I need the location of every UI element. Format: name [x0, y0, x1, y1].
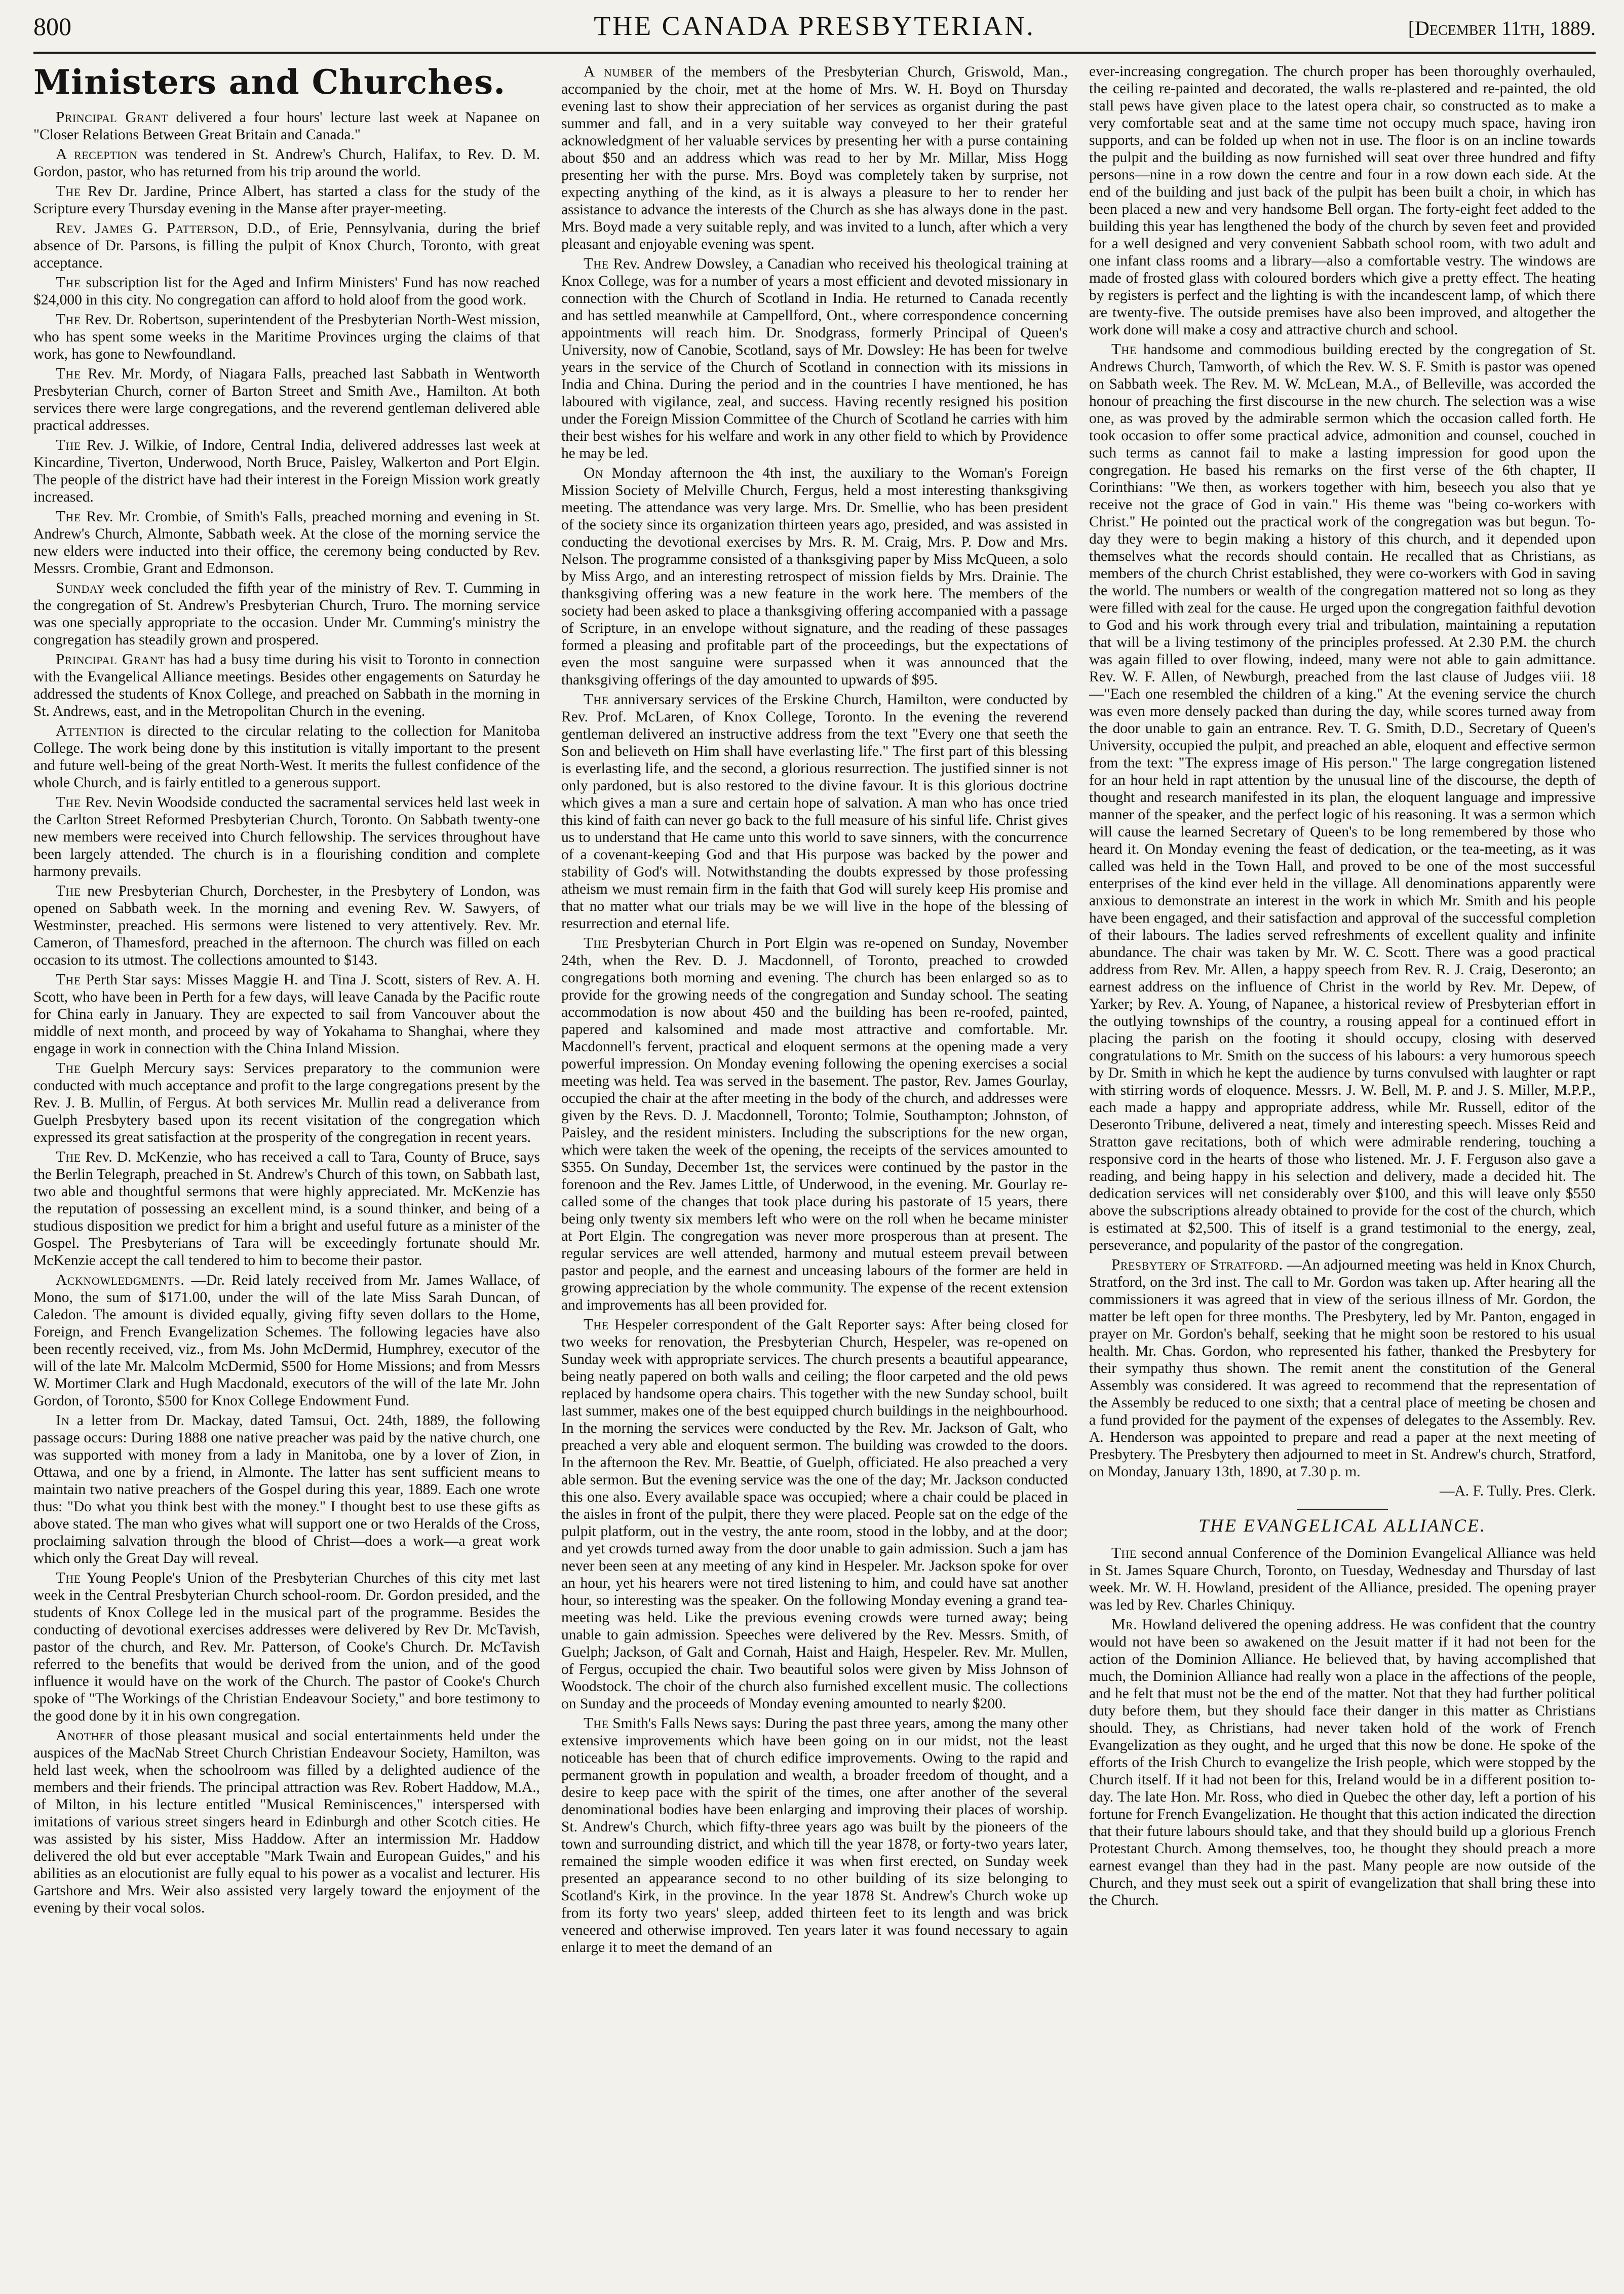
item-lead: Acknowledgments.	[56, 1271, 185, 1288]
item-lead: The	[56, 793, 81, 811]
news-item	[1089, 1616, 1596, 1909]
news-item	[561, 1714, 1068, 1956]
item-text: Guelph Mercury says: Services preparatory to the communion were conducted with much acceptance and profit to the large congregations present by the Rev. J. B. Mullin, of Fergus. At both services Mr. Mullin read a deliverance from Guelph Presbytery based upon its recent visitation of the congregation which expressed its great satisfaction at the prosperity of the congregation in recent years.	[33, 1060, 540, 1145]
item-lead: The	[56, 970, 81, 988]
news-item	[33, 274, 540, 309]
news-item	[33, 145, 540, 180]
item-text: —An adjourned meeting was held in Knox Church, Stratford, on the 3rd inst. The call to Mr. Gordon was taken up. After hearing all the commissioners it was agreed that in view of the serious illness of Mr. Gordon, the matter be left open for three months. The Presbytery, led by Mr. Panton, engaged in prayer on Mr. Gordon's behalf, seeking that he might soon be restored to his usual health. Mr. Chas. Gordon, who represented his father, thanked the Presbytery for their sympathy thus shown. The remit anent the constitution of the General Assembly was considered. It was agreed to recommend that the representation of the Assembly be reduced to one sixth; that a central place of meeting be chosen and a fund provided for the payment of the expenses of delegates to the Assembly. Rev. A. Henderson was appointed to prepare and read a paper at the next meeting of Presbytery. The Presbytery then adjourned to meet in St. Andrew's church, Stratford, on Monday, January 13th, 1890, at 7.30 p. m.	[1089, 1257, 1596, 1480]
item-text: Rev. J. Wilkie, of Indore, Central India, delivered addresses last week at Kincardine, Tiverton, Underwood, North Bruce, Paisley, Walkerton and Port Elgin. The people of the district have had their interest in the Foreign Mission work greatly increased.	[33, 437, 540, 505]
item-text: —Dr. Reid lately received from Mr. James Wallace, of Mono, the sum of $171.00, under the will of the late Miss Sarah Duncan, of Caledon. The amount is divided equally, giving fifty seven dollars to the Home, Foreign, and French Evangelization Schemes. The following legacies have also been recently received, viz., from Ms. John McDermid, Humphrey, executor of the will of the late Mr. Malcolm McDermid, $500 for Home Missions; and from Messrs W. Mortimer Clark and Hugh Macdonald, executors of the will of the late Mr. John Gordon, of Toronto, $500 for Knox College Endowment Fund.	[33, 1272, 540, 1409]
item-lead: Attention	[56, 721, 125, 739]
item-lead: The	[584, 254, 609, 272]
item-text: of the members of the Presbyterian Church, Griswold, Man., accompanied by the choir, met at the home of Mrs. W. H. Boyd on Thursday evening last to show their appreciation of her services as organist during the past summer and fall, and in a very suitable way conveyed to her their grateful acknowledgment of her valuable services by presenting her with a purse containing about $50 and an address which was read to her by Mr. Millar, Miss Hogg presenting her with the purse. Mrs. Boyd was completely taken by surprise, not expecting anything of the kind, as it is always a pleasure to her to render her assistance to advance the interests of the Church as she has always done in the past. Mrs. Boyd made a very suitable reply, and was invited to a lunch, after which a very pleasant and enjoyable evening was spent.	[561, 64, 1068, 252]
news-item	[561, 63, 1068, 253]
news-item	[33, 365, 540, 434]
item-lead: The	[56, 436, 81, 453]
item-lead: The	[56, 507, 81, 525]
item-lead: On	[584, 464, 604, 481]
item-lead: Sunday	[56, 579, 105, 596]
section-rule	[1297, 1509, 1388, 1510]
text-columns	[33, 63, 1596, 2282]
item-lead: The	[56, 182, 81, 200]
news-item	[33, 108, 540, 143]
item-lead: The	[56, 1148, 81, 1165]
news-item	[33, 1271, 540, 1409]
news-item	[33, 508, 540, 577]
news-item	[561, 1316, 1068, 1712]
item-text: Presbyterian Church in Port Elgin was re-opened on Sunday, November 24th, when the Rev. D. J. Macdonnell, of Toronto, preached to crowded congregations both morning and evening. The church has been enlarged so as to provide for the growing needs of the congregation and Sunday school. The seating accommodation is now about 450 and the building has been re-roofed, painted, papered and kalsomined and made most attractive and comfortable. Mr. Macdonnell's fervent, practical and eloquent sermons at the opening made a very powerful impression. On Monday evening following the opening exercises a social meeting was held. Tea was served in the basement. The pastor, Rev. James Gourlay, occupied the chair at the after meeting in the body of the church, and addresses were given by the Revs. D. J. Macdonnell, Toronto; Tolmie, Southampton; Johnston, of Paisley, and the resident ministers. Including the subscriptions for the new organ, which were taken the week of the opening, the receipts of the services amounted to $355. On Sunday, December 1st, the services were continued by the pastor in the forenoon and the Rev. James Little, of Underwood, in the evening. Mr. Gourlay re-called some of the changes that took place during his pastorate of 15 years, there being only twenty six members left who were on the roll when he became minister at Port Elgin. The congregation was never more prosperous than at present. The regular services are well attended, harmony and mutual esteem prevail between pastor and people, and the earnest and unceasing labours of the former are held in growing appreciation by the whole community. The expense of the recent extension and improvements has all been provided for.	[561, 935, 1068, 1313]
item-text: delivered a four hours' lecture last week at Napanee on "Closer Relations Between Great Britain and Canada."	[33, 109, 540, 143]
item-lead: Principal Grant	[56, 108, 169, 126]
item-text: subscription list for the Aged and Infirm Ministers' Fund has now reached $24,000 in this city. No congregation can afford to hold aloof from the good work.	[33, 275, 540, 308]
item-text: is directed to the circular relating to the collection for Manitoba College. The work being done by this institution is vitally important to the present and future well-being of the great North-West. It merits the fullest confidence of the whole Church, and is fairly entitled to a generous support.	[33, 723, 540, 791]
news-item	[33, 1411, 540, 1567]
news-item	[1089, 1482, 1596, 1500]
item-text: Perth Star says: Misses Maggie H. and Tina J. Scott, sisters of Rev. A. H. Scott, who have been in Perth for a few days, will leave Canada by the Pacific route for China early in January. They are expected to sail from Vancouver about the middle of next month, and proceed by way of Yokahama to Shanghai, where they engage in work in connection with the China Inland Mission.	[33, 972, 540, 1057]
item-text: Rev. Dr. Robertson, superintendent of the Presbyterian North-West mission, who has spent some weeks in the Maritime Provinces urging the claims of that work, has gone to Newfoundland.	[33, 312, 540, 362]
news-item	[33, 311, 540, 363]
news-item	[33, 219, 540, 272]
item-lead: A reception	[56, 145, 138, 163]
item-lead: Another	[56, 1726, 114, 1744]
news-item	[561, 255, 1068, 462]
news-item	[1089, 1256, 1596, 1480]
masthead	[33, 10, 1596, 54]
item-text: D.D., of Erie, Pennsylvania, during the brief absence of Dr. Parsons, is filling the pulpit of Knox Church, Toronto, with great acceptance.	[33, 220, 540, 271]
news-item	[33, 1148, 540, 1269]
item-text: new Presbyterian Church, Dorchester, in the Presbytery of London, was opened on Sabbath week. In the morning and evening Rev. W. Sawyers, of Westminster, preached. His sermons were listened to very attentively. Rev. Mr. Cameron, of Thamesford, preached in the afternoon. The church was filled on each occasion to its utmost. The collections amounted to $143.	[33, 883, 540, 968]
item-text: a letter from Dr. Mackay, dated Tamsui, Oct. 24th, 1889, the following passage occurs: During 1888 one native preacher was paid by the native church, one was supported with money from a lady in Manitoba, one by a lover of Zion, in Ottawa, and one by a friend, in Almonte. The latter has sent sufficient means to maintain two native preachers of the Gospel during this year, 1889. Each one wrote thus: "Do what you think best with the money." I thought best to use these gifts as above stated. The man who gives what will support one or two Heralds of the Cross, proclaiming salvation through the blood of Christ—does a work—a great work which only the Great Day will reveal.	[33, 1412, 540, 1566]
news-item	[1089, 1544, 1596, 1614]
news-item	[33, 1727, 540, 1917]
issue-date: [December 11th, 1889.	[1408, 17, 1596, 40]
page-number: 800	[33, 12, 71, 41]
item-lead: Principal Grant	[56, 650, 165, 668]
news-item	[33, 882, 540, 969]
item-lead: The	[56, 882, 81, 899]
item-text: week concluded the fifth year of the ministry of Rev. T. Cumming in the congregation of St. Andrew's Presbyterian Church, Truro. The morning service was one specially appropriate to the occasion. Under Mr. Cumming's ministry the congregation has steadily grown and prospered.	[33, 580, 540, 648]
item-lead: The	[584, 1714, 609, 1732]
item-text: of those pleasant musical and social entertainments held under the auspices of the MacNab Street Church Christian Endeavour Society, Hamilton, was held last week, when the schoolroom was filled by a delighted audience of the members and their friends. The principal attraction was Rev. Robert Haddow, M.A., of Milton, in his lecture entitled "Musical Reminiscences," interspersed with imitations of various street singers heard in Edinburgh and other Scotch cities. He was assisted by his sister, Miss Haddow. After an intermission Mr. Haddow delivered the old but ever acceptable "Mark Twain and European Guides," and his abilities as an elocutionist are fully equal to his power as a vocalist and lecturer. His Gartshore and Mrs. Weir also assisted very largely toward the enjoyment of the evening by their vocal solos.	[33, 1728, 540, 1916]
column-2	[561, 63, 1068, 2282]
item-text: Hespeler correspondent of the Galt Reporter says: After being closed for two weeks for renovation, the Presbyterian Church, Hespeler, was re-opened on Sunday week with appropriate services. The church presents a beautiful appearance, being neatly papered on both walls and ceiling; the floor carpeted and the old pews replaced by handsome opera chairs. This together with the new Sunday school, built last summer, makes one of the best equipped church buildings in the neighbourhood. In the morning the services were conducted by the Rev. Mr. Jackson of Galt, who preached a very able and eloquent sermon. The building was crowded to the doors. In the afternoon the Rev. Mr. Beattie, of Guelph, officiated. He also preached a very able sermon. But the evening service was the one of the day; Mr. Jackson conducted this one also. Every available space was occupied; where a chair could be placed in the aisles in front of the pulpit, there they were placed. People sat on the edge of the pulpit platform, out in the vestry, the ante room, stood in the lobby, and at the door; and yet crowds turned away from the door unable to gain admission. Such a jam has never been seen at any meeting of any kind in Hespeler. Mr. Jackson spoke for over an hour, yet his hearers were not tired listening to him, and could have sat another hour, so interesting was the speaker. On the following Monday evening a grand tea-meeting was held. Like the previous evening crowds were turned away; being unable to gain admission. Speeches were delivered by the Rev. Messrs. Smith, of Guelph; Jackson, of Galt and Cornah, Haist and Haigh, Hespeler. Rev. Mr. Mullen, of Fergus, occupied the chair. Two beautiful solos were given by Miss Johnson of Woodstock. The choir of the church also furnished excellent music. The collections on Sunday and the proceeds of Monday evening amounted to nearly $200.	[561, 1317, 1068, 1712]
item-lead: The	[56, 364, 81, 382]
item-lead: A number	[584, 63, 653, 80]
news-item	[33, 971, 540, 1057]
news-item	[33, 722, 540, 791]
item-lead: Presbytery of Stratford.	[1111, 1255, 1283, 1273]
item-lead: Mr.	[1111, 1615, 1138, 1633]
item-text: Young People's Union of the Presbyterian Churches of this city met last week in the Central Presbyterian Church school-room. Dr. Gordon presided, and the students of Knox College led in the musical part of the programme. Besides the conducting of devotional exercises addresses were delivered by Rev Dr. McTavish, pastor of the church, and Rev. Mr. Patterson, of Cooke's Church. Dr. McTavish referred to the benefits that would be derived from the union, and of the good influence it would have on the work of the Church. The pastor of Cooke's Church spoke of "The Workings of the Christian Endeavour Society," and bore testimony to the good done by it in his own congregation.	[33, 1570, 540, 1724]
item-text: second annual Conference of the Dominion Evangelical Alliance was held in St. James Square Church, Toronto, on Tuesday, Wednesday and Thursday of last week. Mr. W. H. Howland, president of the Alliance, presided. The opening prayer was led by Rev. Charles Chiniquy.	[1089, 1545, 1596, 1613]
column-1	[33, 63, 540, 2282]
item-lead: The	[584, 934, 609, 951]
item-text: Monday afternoon the 4th inst, the auxiliary to the Woman's Foreign Mission Society of Melville Church, Fergus, held a most interesting thanksgiving meeting. The attendance was very large. Mrs. Dr. Smellie, who has been president of the society since its organization thirteen years ago, presided, and was assisted in conducting the devotional exercises by Mrs. R. M. Craig, Mrs. P. Dow and Mrs. Nelson. The programme consisted of a thanksgiving paper by Miss McQueen, a solo by Miss Argo, and an interesting retrospect of mission fields by Mrs. Drainie. The thanksgiving offering was a new feature in the work here. The members of the society had been asked to place a thanksgiving offering accompanied with a passage of Scripture, in an envelope without signature, and the reading of these passages formed a pleasing and profitable part of the proceedings, but the expectations of even the most sanguine were surpassed when it was announced that the thanksgiving offerings of the day amounted to upwards of $95.	[561, 465, 1068, 688]
item-text: ever-increasing congregation. The church proper has been thoroughly overhauled, the ceiling re-painted and decorated, the walls re-plastered and re-painted, the old stall pews have given place to the latest opera chair, so constructed as to make a very comfortable seat and at the same time not occupy much space, having iron supports, and can be folded up when not in use. The floor is on an incline towards the pulpit and the building as now furnished will seat over three hundred and fifty persons—nine in a row down the centre and four in a row down each side. At the end of the building and just back of the pulpit has been built a choir, in which has been placed a new and very handsome Bell organ. The forty-eight feet added to the building this year has lengthened the body of the church by seven feet and provided for a well designed and very convenient Sabbath school room, with two adult and one infant class rooms and a library—also a comfortable vestry. The windows are made of frosted glass with coloured borders which give a pretty effect. The heating by registers is perfect and the lighting is with the incandescent lamp, of which there are twenty-five. The outside premises have also been improved, and altogether the work done will make a cosy and attractive church and school.	[1089, 63, 1596, 338]
item-text: Rev. Mr. Mordy, of Niagara Falls, preached last Sabbath in Wentworth Presbyterian Church, corner of Barton Street and Smith Ave., Hamilton. At both services there were large congregations, and the reverend gentleman delivered able practical addresses.	[33, 366, 540, 434]
section-heading: Ministers and Churches.	[33, 63, 506, 102]
item-text: Rev. Andrew Dowsley, a Canadian who received his theological training at Knox College, was for a number of years a most efficient and devoted missionary in connection with the Church of Scotland in India. He returned to Canada recently and has settled meanwhile at Campellford, Ont., where correspondence concerning appointments will reach him. Dr. Snodgrass, formerly Principal of Queen's University, now of Canobie, Scotland, says of Mr. Dowsley: He has been for twelve years in the service of the Church of Scotland in connection with its missions in India and China. During the period and in the countries I have mentioned, he has laboured with vigilance, zeal, and success. Having recently resigned his position under the Foreign Mission Committee of the Church of Scotland he carries with him their best wishes for his welfare and work in any other field to which by Providence he may be led.	[561, 256, 1068, 462]
news-item	[33, 579, 540, 648]
item-text: Rev. Nevin Woodside conducted the sacramental services held last week in the Carlton Street Reformed Presbyterian Church, Toronto. On Sabbath twenty-one new members were received into Church fellowship. The services throughout have been largely attended. The church is in a flourishing condition and complete harmony prevails.	[33, 794, 540, 880]
item-text: Smith's Falls News says: During the past three years, among the many other extensive improvements which have been going on in our midst, not the least noticeable has been that of church edifice improvements. Owing to the rapid and permanent growth in population and wealth, a broader freedom of thought, and a desire to keep pace with the spirit of the times, one after another of the several denominational bodies have been enlarging and improving their places of worship. St. Andrew's Church, which fifty-three years ago was built by the pioneers of the town and surrounding district, and which till the year 1878, or forty-two years later, remained the simple wooden edifice it was when first erected, on Sunday week presented an appearance second to no other building of its size belonging to Scotland's Kirk, in the province. In the year 1878 St. Andrew's Church woke up from its forty two years' sleep, added thirteen feet to its length and was brick veneered and otherwise improved. Ten years later it was found necessary to again enlarge it to meet the demand of an	[561, 1715, 1068, 1956]
item-text: Howland delivered the opening address. He was confident that the country would not have been so awakened on the Jesuit matter if it had not been for the action of the Dominion Alliance. He believed that, by having accomplished that much, the Dominion Alliance had really won a place in the affections of the people, and he felt that must not be the end of the matter. Not that they had further political duty before them, but they should face their danger in this matter as Christians should. They, as Christians, had never taken hold of the work of French Evangelization as they ought, and he urged that this now be done. He spoke of the efforts of the Irish Church to evangelize the Irish people, which were stopped by the Church itself. If it had not been for this, Ireland would be in a different position to-day. The late Hon. Mr. Ross, who died in Quebec the other day, left a portion of his fortune for French Evangelization. He thought that this action indicated the direction that their future labours should take, and that they should build up a glorious French Protestant Church. Among themselves, too, he thought they should preach a more earnest evangel than they had in the past. Many people are now outside of the Church, and they must seek out a spirit of evangelization that shall bring these into the Church.	[1089, 1617, 1596, 1908]
item-text: was tendered in St. Andrew's Church, Halifax, to Rev. D. M. Gordon, pastor, who has returned from his trip around the world.	[33, 146, 540, 180]
item-text: Rev. Mr. Crombie, of Smith's Falls, preached morning and evening in St. Andrew's Church, Almonte, Sabbath week. At the close of the morning service the new elders were inducted into their office, the ceremony being conducted by Rev. Messrs. Crombie, Grant and Edmonson.	[33, 509, 540, 577]
news-item	[33, 182, 540, 217]
item-text: —A. F. Tully. Pres. Clerk.	[1440, 1483, 1596, 1499]
item-text: Rev. D. McKenzie, who has received a call to Tara, County of Bruce, says the Berlin Telegraph, preached in St. Andrew's Church of this town, on Sabbath last, two able and thoughtful sermons that were highly appreciated. Mr. McKenzie has the reputation of possessing an excellent mind, is a sound thinker, and being of a studious disposition we predict for him a bright and useful future as a minister of the Gospel. The Presbyterians of Tara will be exceedingly fortunate should Mr. McKenzie accept the call tendered to him to become their pastor.	[33, 1149, 540, 1269]
item-lead: Rev. James G. Patterson,	[56, 219, 239, 237]
item-lead: The	[56, 1569, 81, 1586]
item-lead: The	[56, 1059, 81, 1077]
news-item	[33, 793, 540, 880]
item-lead: The	[1111, 340, 1137, 358]
news-item	[561, 934, 1068, 1314]
subsection-heading: THE EVANGELICAL ALLIANCE.	[1198, 1515, 1487, 1536]
item-lead: The	[56, 310, 81, 328]
news-item	[33, 436, 540, 506]
news-item	[561, 691, 1068, 932]
news-item	[561, 464, 1068, 689]
news-item	[1089, 340, 1596, 1254]
news-item	[33, 1059, 540, 1146]
column-3	[1089, 63, 1596, 2282]
journal-title: THE CANADA PRESBYTERIAN.	[594, 11, 1035, 41]
item-text: has had a busy time during his visit to Toronto in connection with the Evangelical Alliance meetings. Besides other engagements on Saturday he addressed the students of Knox College, and preached on Sabbath in the morning in St. Andrews, east, and in the Metropolitan Church in the evening.	[33, 652, 540, 719]
news-item	[1089, 63, 1596, 338]
news-item	[33, 651, 540, 720]
item-text: anniversary services of the Erskine Church, Hamilton, were conducted by Rev. Prof. McLaren, of Knox College, Toronto. In the evening the reverend gentleman delivered an instructive address from the text "Every one that seeth the Son and believeth on Him shall have everlasting life." The first part of this blessing is everlasting life, and the second, a glorious resurrection. The justified sinner is not only pardoned, but is also restored to the divine favour. It is this glorious doctrine which gives a man a sure and certain hope of salvation. A man who has once tried this kind of faith can never go back to the full measure of his sinful life. Christ gives us to understand that He came unto this world to save sinners, with the concurrence of a covenant-keeping God and that His purpose was backed by the power and stability of God's will. Notwithstanding the doubts expressed by those professing atheism we must remain firm in the faith that God will surely keep His promise and that no matter what our trials may be we will live in the hope of the blessing of resurrection and eternal life.	[561, 692, 1068, 932]
news-item	[33, 1569, 540, 1725]
item-lead: The	[56, 273, 81, 291]
item-lead: The	[584, 690, 609, 708]
item-lead: The	[584, 1315, 609, 1333]
item-lead: The	[1111, 1544, 1137, 1561]
item-text: Rev Dr. Jardine, Prince Albert, has started a class for the study of the Scripture every Thursday evening in the Manse after prayer-meeting.	[33, 183, 540, 217]
item-text: handsome and commodious building erected by the congregation of St. Andrews Church, Tamworth, of which the Rev. W. S. F. Smith is pastor was opened on Sabbath week. The Rev. M. W. McLean, M.A., of Belleville, was accorded the honour of preaching the first discourse in the new church. The selection was a wise one, as was proved by the admirable sermon which the occasion called forth. He took occasion to offer some practical advice, admonition and counsel, couched in such terms as cannot fail to make a lasting impression for good upon the congregation. He based his remarks on the first verse of the 6th chapter, II Corinthians: "We then, as workers together with him, beseech you also that ye receive not the grace of God in vain." His theme was "being co-workers with Christ." He pointed out the practical work of the congregation was but begun. To-day they were to begin making a history of this church, and it depended upon themselves what the records should contain. He recalled that as Christians, as members of the church Christ established, they were co-workers with God in saving the world. The numbers or wealth of the congregation mattered not so long as they were filled with zeal for the cause. He urged upon the congregation faithful devotion to God and his work through every trial and tribulation, maintaining a reputation that will be a living testimony of the principles professed. At 2.30 P.M. the church was again filled to over flowing, indeed, many were not able to gain admittance. Rev. W. F. Allen, of Newburgh, preached from the last clause of Judges viii. 18—"Each one resembled the children of a king." At the evening service the church was even more densely packed than during the day, while scores turned away from the door unable to gain an entrance. Rev. T. G. Smith, D.D., Secretary of Queen's University, occupied the pulpit, and preached an able, eloquent and effective sermon from the text: "The express image of His person." The large congregation listened for an hour held in rapt attention by the unusual line of the discourse, the depth of thought and research manifested in its plan, the eloquent language and impressive manner of the speaker, and the perfect logic of his reasoning. It was a sermon which will cause the learned Secretary of Queen's to be long remembered by those who heard it. On Monday evening the feast of dedication, or the tea-meeting, as it was called was held in the Town Hall, and proved to be one of the most successful enterprises of the kind ever held in the village. All denominations apparently were anxious to demonstrate an interest in the work in which Mr. Smith and his people have been engaged, and their satisfaction and approval of the successful completion of their labours. The ladies served refreshments of excellent quality and infinite abundance. The chair was taken by Mr. W. C. Scott. There was a good practical address from Rev. Mr. Allen, a happy speech from Rev. R. J. Craig, Deseronto; an earnest address on the influence of Christ in the world by Rev. Mr. Depew, of Yarker; by Rev. A. Young, of Napanee, a historical review of Presbyterian effort in the outlying townships of the country, a rousing appeal for a continued effort in placing the parish on the footing it should occupy, closing with deserved congratulations to Mr. Smith on the success of his labours: a very humorous speech by Dr. Smith in which he kept the audience by turns convulsed with laughter or rapt with stirring words of eloquence. Messrs. J. W. Bell, M. P. and J. S. Miller, M.P.P., each made a happy and appropriate address, while Mr. Russell, editor of the Deseronto Tribune, delivered a neat, timely and interesting speech. Misses Reid and Stratton gave recitations, both of which were admirable rendering, touching a responsive cord in the hearts of those who listened. Mr. J. F. Ferguson also gave a reading, and being happy in his selection and delivery, made a decided hit. The dedication services will net considerably over $100, and this will leave only $550 above the subscriptions already obtained to provide for the cost of the church, which is estimated at $2,500. This of itself is a grand testimonial to the energy, zeal, perseverance, and popularity of the pastor of the congregation.	[1089, 341, 1596, 1253]
item-lead: In	[56, 1411, 70, 1429]
